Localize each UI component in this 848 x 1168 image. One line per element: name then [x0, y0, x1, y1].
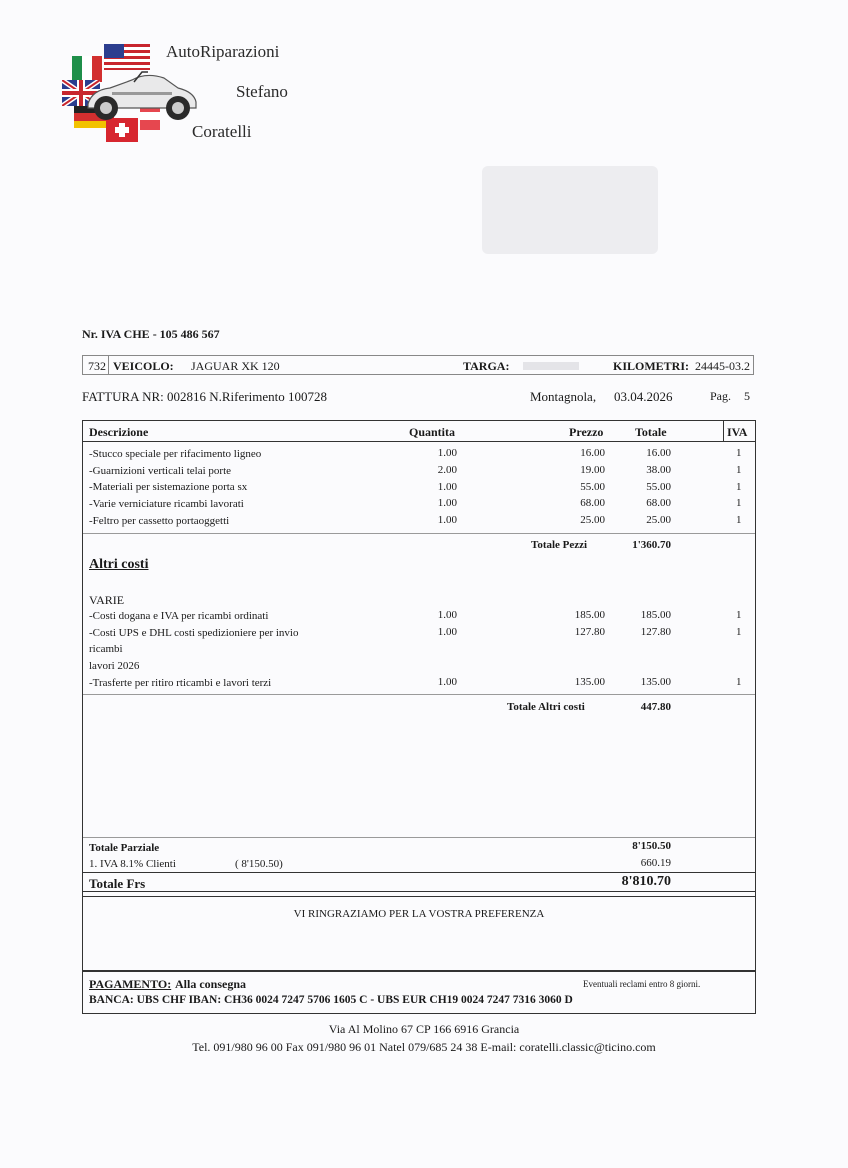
other-total-label: Totale Altri costi [507, 701, 585, 713]
divider [83, 533, 755, 534]
subtotal-value: 8'150.50 [632, 840, 671, 852]
page-label: Pag. [710, 389, 731, 403]
row-quantity: 1.00 [437, 676, 457, 688]
vehicle-model: JAGUAR XK 120 [191, 359, 280, 373]
footer-contacts: Tel. 091/980 96 00 Fax 091/980 96 01 Natel 079/685 24 38 E-mail: coratelli.classic@ticino.com [192, 1040, 656, 1054]
thanks-section [82, 892, 756, 970]
row-vat: 1 [736, 626, 742, 638]
vat-line-value: 660.19 [640, 857, 671, 869]
row-price: 55.00 [580, 481, 605, 493]
invoice-line [82, 389, 754, 407]
divider [83, 441, 755, 442]
thanks-message: VI RINGRAZIAMO PER LA VOSTRA PREFERENZA [293, 908, 545, 920]
row-description-cont: ricambi [89, 643, 123, 655]
logo-flags [60, 42, 170, 142]
payment-value: Alla consegna [175, 977, 247, 991]
row-price: 68.00 [580, 497, 605, 509]
row-total: 25.00 [646, 514, 671, 526]
row-total: 38.00 [646, 464, 671, 476]
row-vat: 1 [736, 676, 742, 688]
logo-line3: Coratelli [192, 122, 252, 141]
row-description-cont: lavori 2026 [89, 660, 140, 672]
vehicle-bar [82, 355, 754, 375]
grand-total-label: Totale Frs [89, 876, 146, 891]
plate-label: TARGA: [463, 359, 510, 373]
header-vat: IVA [727, 425, 748, 439]
row-description: -Varie verniciature ricambi lavorati [89, 498, 244, 510]
row-description: -Costi UPS e DHL costi spedizioniere per invio [89, 627, 299, 639]
row-price: 185.00 [574, 609, 605, 621]
divider [723, 421, 724, 441]
other-total-value: 447.80 [640, 701, 671, 713]
row-quantity: 2.00 [437, 464, 457, 476]
row-vat: 1 [736, 481, 742, 493]
invoice-place: Montagnola, [530, 389, 597, 404]
row-vat: 1 [736, 447, 742, 459]
car-icon [82, 68, 202, 122]
company-logo [60, 42, 310, 152]
row-vat: 1 [736, 609, 742, 621]
row-quantity: 1.00 [437, 514, 457, 526]
parts-total-value: 1'360.70 [632, 539, 671, 551]
row-vat: 1 [736, 464, 742, 476]
row-description: -Stucco speciale per rifacimento ligneo [89, 448, 262, 460]
divider [83, 837, 755, 838]
row-vat: 1 [736, 514, 742, 526]
vat-line-base: ( 8'150.50) [235, 858, 283, 870]
divider [108, 356, 109, 374]
row-description: -Costi dogana e IVA per ricambi ordinati [89, 610, 269, 622]
divider [83, 896, 755, 897]
km-value: 24445-03.2 [695, 359, 750, 373]
row-quantity: 1.00 [437, 609, 457, 621]
row-total: 135.00 [640, 676, 671, 688]
row-vat: 1 [736, 497, 742, 509]
other-costs-group: VARIE [89, 593, 125, 607]
invoice-number: FATTURA NR: 002816 N.Riferimento 100728 [82, 389, 327, 404]
grand-total-value: 8'810.70 [621, 874, 671, 889]
redacted-address [482, 166, 658, 254]
row-description: -Materiali per sistemazione porta sx [89, 481, 248, 493]
payment-label: PAGAMENTO: [89, 977, 172, 991]
row-price: 135.00 [574, 676, 605, 688]
header-total: Totale [635, 425, 667, 439]
row-quantity: 1.00 [437, 497, 457, 509]
row-price: 19.00 [580, 464, 605, 476]
footer-address: Via Al Molino 67 CP 166 6916 Grancia [328, 1022, 520, 1036]
row-description: -Guarnizioni verticali telai porte [89, 465, 232, 477]
row-description: -Trasferte per ritiro rticambi e lavori terzi [89, 677, 272, 689]
km-label: KILOMETRI: [613, 359, 690, 373]
header-description: Descrizione [89, 425, 149, 439]
header-price: Prezzo [569, 425, 604, 439]
redacted-plate [523, 362, 579, 370]
vehicle-code: 732 [88, 359, 106, 373]
vehicle-label: VEICOLO: [113, 359, 174, 373]
payment-section [82, 970, 756, 1014]
logo-line2: Stefano [236, 82, 288, 101]
row-quantity: 1.00 [437, 447, 457, 459]
row-total: 68.00 [646, 497, 671, 509]
header-quantity: Quantita [409, 425, 456, 439]
row-price: 16.00 [580, 447, 605, 459]
divider [83, 872, 755, 873]
row-price: 127.80 [574, 626, 605, 638]
logo-line1: AutoRiparazioni [166, 42, 280, 61]
invoice-table [82, 420, 756, 892]
row-description: -Feltro per cassetto portaoggetti [89, 515, 230, 527]
row-total: 55.00 [646, 481, 671, 493]
payment-note: Eventuali reclami entro 8 giorni. [583, 979, 701, 989]
row-quantity: 1.00 [437, 626, 457, 638]
parts-total-label: Totale Pezzi [531, 539, 588, 551]
page-number: 5 [744, 389, 750, 403]
row-total: 185.00 [640, 609, 671, 621]
other-costs-title: Altri costi [89, 557, 149, 572]
company-vat-number: Nr. IVA CHE - 105 486 567 [82, 327, 220, 341]
usa-flag-icon [104, 44, 150, 70]
footer [0, 1022, 848, 1058]
subtotal-label: Totale Parziale [89, 842, 160, 854]
vat-line-label: 1. IVA 8.1% Clienti [89, 858, 176, 870]
row-total: 127.80 [640, 626, 671, 638]
divider [83, 694, 755, 695]
bank-details: BANCA: UBS CHF IBAN: CH36 0024 7247 5706 1605 C - UBS EUR CH19 0024 7247 7316 3060 D [89, 994, 573, 1006]
row-total: 16.00 [646, 447, 671, 459]
row-price: 25.00 [580, 514, 605, 526]
invoice-date: 03.04.2026 [614, 389, 673, 404]
row-quantity: 1.00 [437, 481, 457, 493]
